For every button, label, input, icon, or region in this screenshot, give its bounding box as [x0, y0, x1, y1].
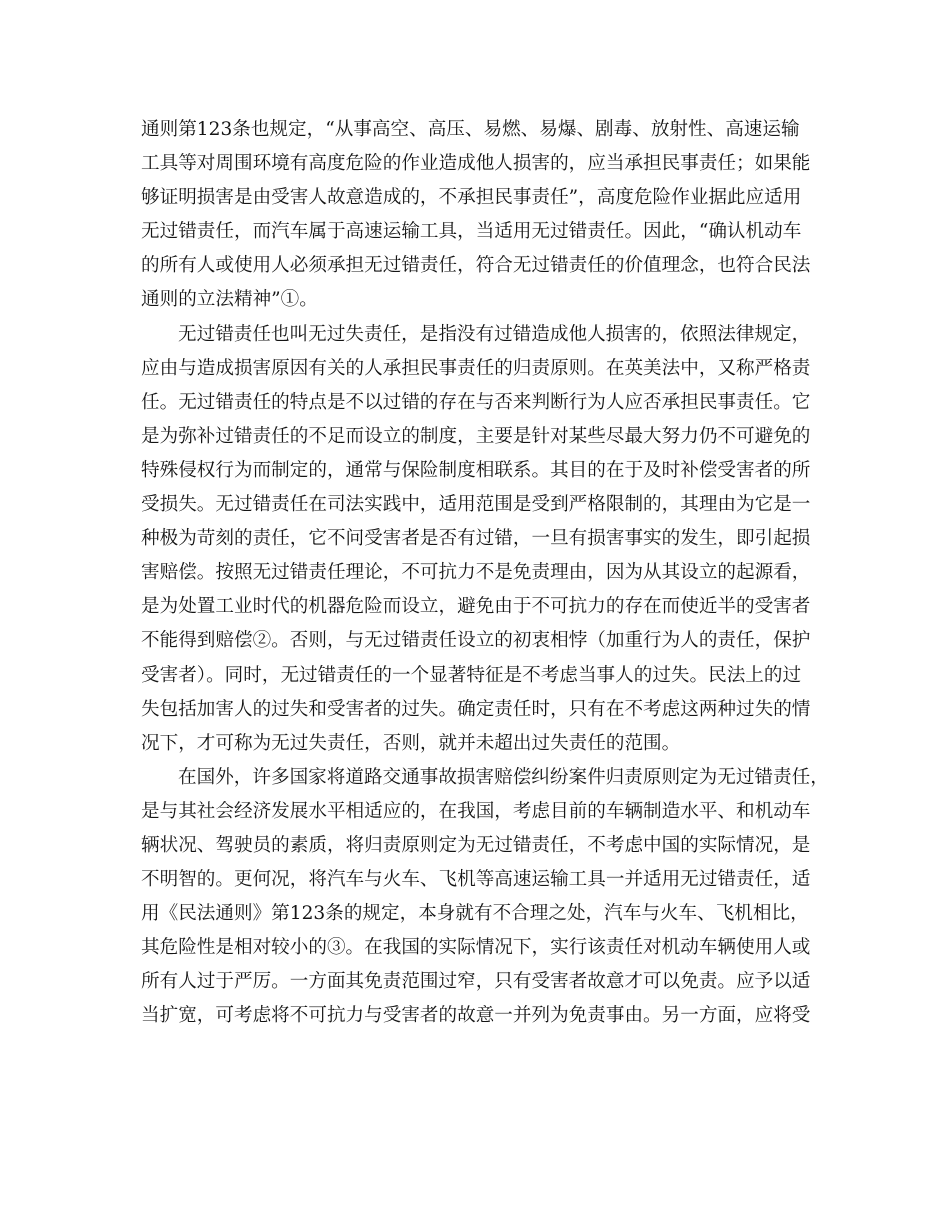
text-line: 不能得到赔偿②。否则，与无过错责任设立的初衷相悖（加重行为人的责任，保护: [141, 630, 811, 652]
paragraph-1: [141, 113, 819, 318]
text-line: 当扩宽，可考虑将不可抗力与受害者的故意一并列为免责事由。另一方面，应将受: [141, 1005, 811, 1027]
text-line: 无过错责任也叫无过失责任，是指没有过错造成他人损害的，依照法律规定，: [178, 323, 811, 345]
text-line: 况下，才可称为无过失责任，否则，就并未超出过失责任的范围。: [141, 732, 681, 754]
text-line: 所有人过于严厉。一方面其免责范围过窄，只有受害者故意才可以免责。应予以适: [141, 971, 811, 993]
text-line: 无过错责任，而汽车属于高速运输工具，当适用无过错责任。因此，“确认机动车: [141, 221, 802, 243]
paragraph-2: [141, 318, 819, 761]
text-line: 通则的立法精神”①。: [141, 289, 318, 311]
text-line: 是为弥补过错责任的不足而设立的制度，主要是针对某些尽最大努力仍不可避免的: [141, 425, 811, 447]
text-line: 特殊侵权行为而制定的，通常与保险制度相联系。其目的在于及时补偿受害者的所: [141, 459, 811, 481]
text-line: 失包括加害人的过失和受害者的过失。确定责任时，只有在不考虑这两种过失的情: [141, 698, 811, 720]
text-line: 受害者）。同时，无过错责任的一个显著特征是不考虑当事人的过失。民法上的过: [141, 664, 802, 686]
text-line: 任。无过错责任的特点是不以过错的存在与否来判断行为人应否承担民事责任。它: [141, 391, 811, 413]
paragraph-3: [141, 761, 829, 1034]
body-text: [141, 113, 829, 1034]
text-line: 其危险性是相对较小的③。在我国的实际情况下，实行该责任对机动车辆使用人或: [141, 937, 811, 959]
text-line: 是与其社会经济发展水平相适应的，在我国，考虑目前的车辆制造水平、和机动车: [141, 800, 811, 822]
text-line: 在国外，许多国家将道路交通事故损害赔偿纠纷案件归责原则定为无过错责任，: [178, 766, 829, 788]
text-line: 害赔偿。按照无过错责任理论，不可抗力不是免责理由，因为从其设立的起源看，: [141, 562, 811, 584]
text-line: 用《民法通则》第123条的规定，本身就有不合理之处，汽车与火车、飞机相比，: [141, 903, 809, 925]
text-line: 应由与造成损害原因有关的人承担民事责任的归责原则。在英美法中，又称严格责: [141, 357, 811, 379]
text-line: 不明智的。更何况，将汽车与火车、飞机等高速运输工具一并适用无过错责任，适: [141, 869, 811, 891]
text-line: 辆状况、驾驶员的素质，将归责原则定为无过错责任，不考虑中国的实际情况，是: [141, 834, 811, 856]
text-line: 是为处置工业时代的机器危险而设立，避免由于不可抗力的存在而使近半的受害者: [141, 596, 811, 618]
text-line: 受损失。无过错责任在司法实践中，适用范围是受到严格限制的，其理由为它是一: [141, 494, 811, 516]
text-line: 种极为苛刻的责任，它不问受害者是否有过错，一旦有损害事实的发生，即引起损: [141, 528, 811, 550]
text-line: 够证明损害是由受害人故意造成的，不承担民事责任”，高度危险作业据此应适用: [141, 187, 802, 209]
text-line: 的所有人或使用人必须承担无过错责任，符合无过错责任的价值理念，也符合民法: [141, 255, 811, 277]
text-line: 工具等对周围环境有高度危险的作业造成他人损害的，应当承担民事责任；如果能: [141, 153, 811, 175]
text-line: 通则第123条也规定，“从事高空、高压、易燃、易爆、剧毒、放射性、高速运输: [141, 119, 800, 140]
